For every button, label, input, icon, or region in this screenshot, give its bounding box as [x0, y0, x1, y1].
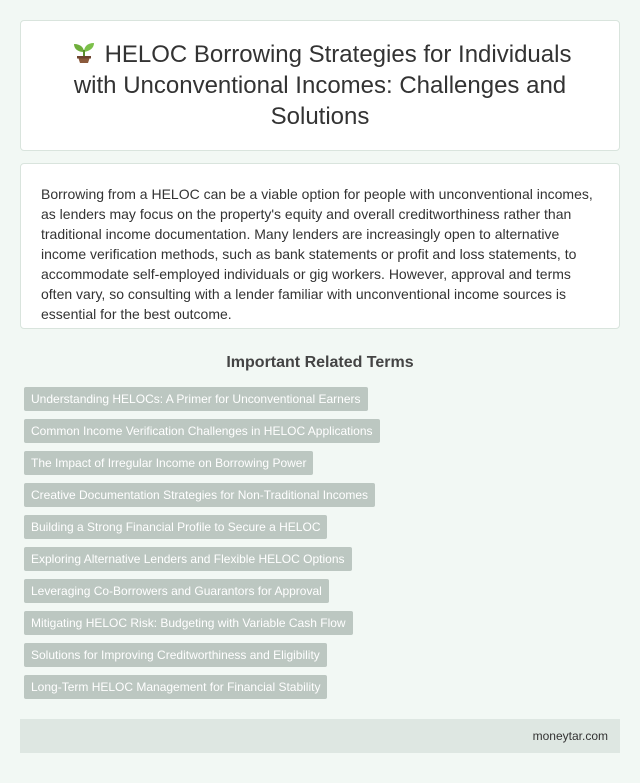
title-card — [20, 20, 620, 151]
related-terms-heading: Important Related Terms — [226, 354, 414, 371]
term-tag[interactable]: Exploring Alternative Lenders and Flexible HELOC Options — [24, 547, 352, 571]
term-tag[interactable]: Building a Strong Financial Profile to Secure a HELOC — [24, 515, 327, 539]
term-tag[interactable]: The Impact of Irregular Income on Borrowing Power — [24, 451, 313, 475]
intro-card — [20, 163, 620, 329]
page-title — [49, 39, 591, 132]
term-tag[interactable]: Common Income Verification Challenges in HELOC Applications — [24, 419, 380, 443]
sprout-icon — [69, 40, 99, 64]
term-tag[interactable]: Mitigating HELOC Risk: Budgeting with Variable Cash Flow — [24, 611, 353, 635]
related-terms-list — [20, 387, 620, 699]
term-tag[interactable]: Creative Documentation Strategies for Non-Traditional Incomes — [24, 483, 375, 507]
site-link[interactable]: moneytar.com — [532, 729, 608, 743]
term-tag[interactable]: Leveraging Co-Borrowers and Guarantors for Approval — [24, 579, 329, 603]
term-tag[interactable]: Solutions for Improving Creditworthiness and Eligibility — [24, 643, 327, 667]
footer — [20, 719, 620, 753]
intro-paragraph: Borrowing from a HELOC can be a viable option for people with unconventional incomes, as lenders may focus on the property's equity and overall creditworthiness rather than traditional income documentation. Many lenders are increasingly open to alternative income verification methods, such as bank statements or profit and loss statements, to accommodate self-employed individuals or gig workers. However, approval and terms often vary, so consulting with a lender familiar with unconventional income sources is essential for the best outcome. — [41, 186, 593, 322]
term-tag[interactable]: Long-Term HELOC Management for Financial Stability — [24, 675, 327, 699]
page-title-text: HELOC Borrowing Strategies for Individuals with Unconventional Incomes: Challenges and Solutions — [73, 41, 572, 130]
term-tag[interactable]: Understanding HELOCs: A Primer for Unconventional Earners — [24, 387, 368, 411]
